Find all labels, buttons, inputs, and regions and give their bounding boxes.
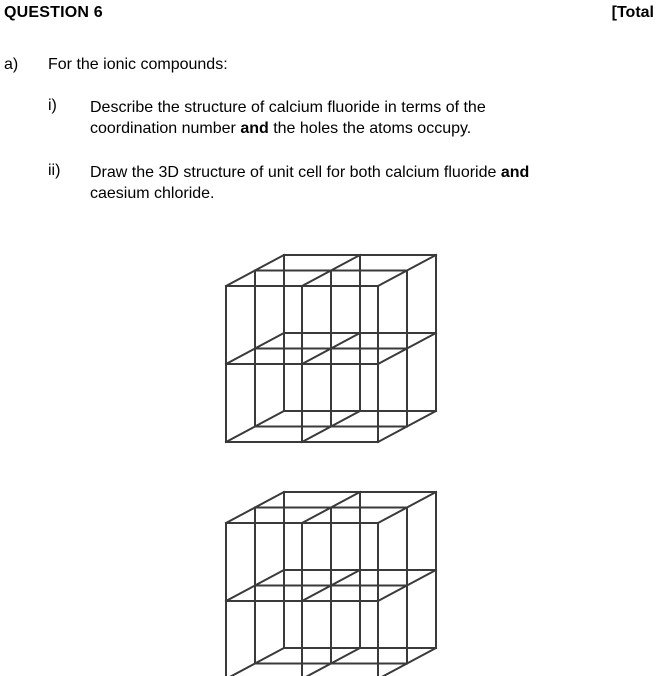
part-a-label: a) [4, 56, 19, 73]
sub-i-label: i) [48, 97, 57, 114]
part-a-text: For the ionic compounds: [48, 56, 228, 73]
sub-ii-label: ii) [48, 162, 61, 179]
sub-i-line-2-bold: and [240, 120, 269, 137]
sub-ii-line-2: caesium chloride. [90, 185, 215, 202]
cube-lattice-2x2x2-icon [226, 492, 436, 676]
sub-ii-line-1-pre: Draw the 3D structure of unit cell for both calcium fluoride [90, 164, 501, 181]
sub-i-line-1: Describe the structure of calcium fluoride in terms of the [90, 99, 486, 116]
sub-i-line-2-post: the holes the atoms occupy. [268, 120, 472, 137]
sub-ii-line-1-bold: and [500, 164, 530, 181]
total-marks-label: [Total [611, 4, 654, 21]
question-title: QUESTION 6 [4, 4, 103, 21]
cube-lattice-2x2x2-icon [226, 255, 436, 442]
sub-i-line-2-pre: coordination number [90, 120, 241, 137]
